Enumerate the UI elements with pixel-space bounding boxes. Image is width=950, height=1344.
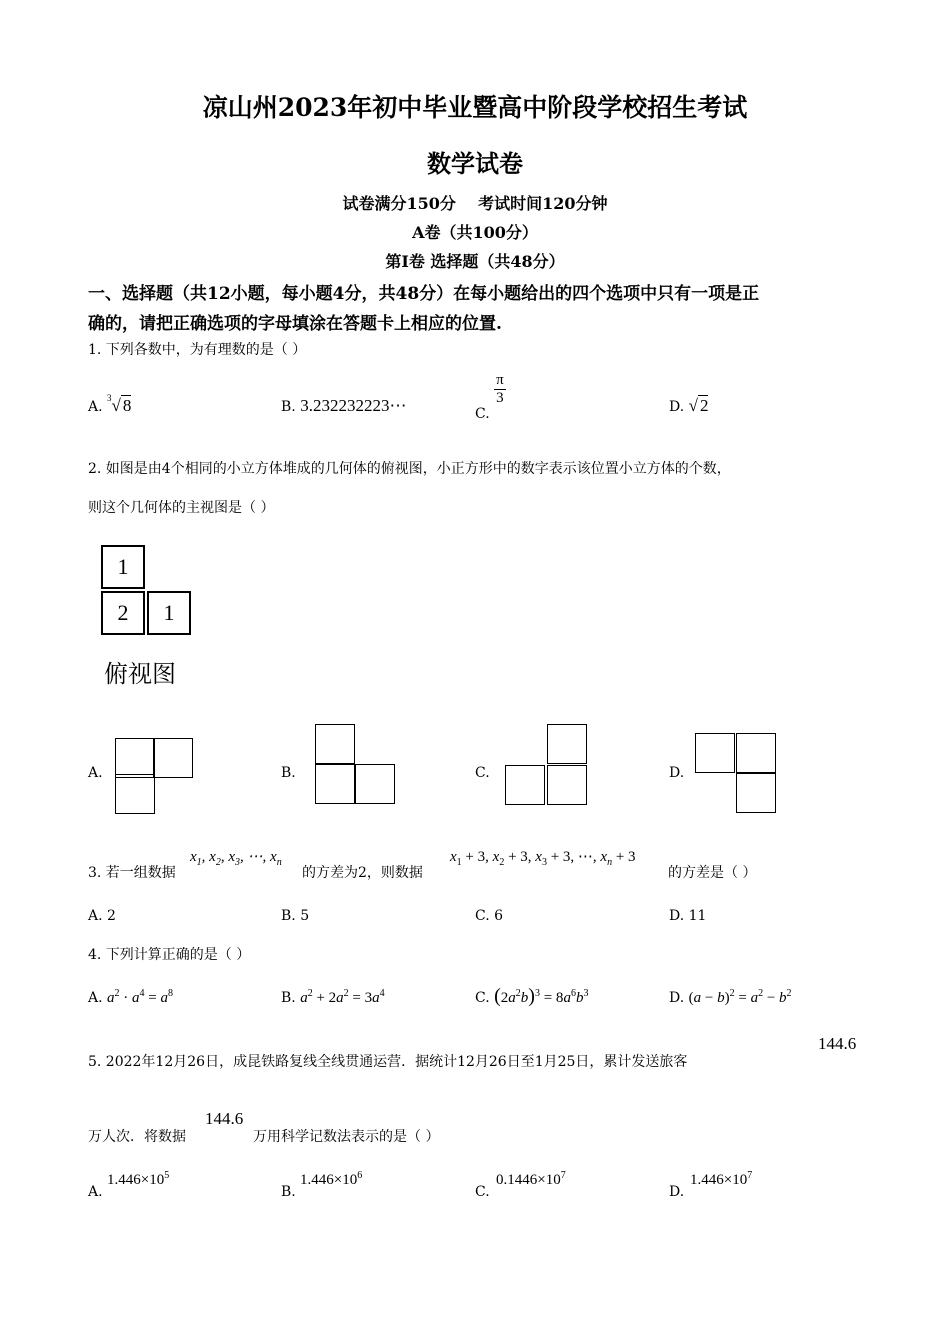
exponent: 6 (357, 1170, 363, 1181)
q4-stem: 4. 下列计算正确的是（ ） (88, 947, 251, 963)
option-label: D. (669, 990, 685, 1006)
option-label: B. (281, 399, 296, 415)
exam-info: 试卷满分150分 考试时间120分钟 (342, 194, 608, 213)
figure-caption: 俯视图 (104, 660, 176, 688)
view-square (315, 724, 355, 764)
q1-stem: 1. 下列各数中，为有理数的是（ ） (88, 342, 307, 358)
repeating-decimal: 3.232232223⋯ (300, 396, 407, 415)
mantissa: 1.446 (300, 1172, 334, 1188)
mantissa: 1.446 (107, 1172, 141, 1188)
q3-prefix: 3. 若一组数据 (88, 865, 176, 881)
grid-cell-top-left: 1 (101, 545, 145, 589)
q5-line2-suffix: 万用科学记数法表示的是（ ） (253, 1129, 440, 1145)
q2-option-a-label: A. (88, 765, 103, 781)
q3-option-b: B. 5 (281, 908, 310, 924)
q4-option-a: A. $a^2 \cdot a^4 = a^8$ (88, 988, 173, 1006)
fraction-numerator: π (496, 372, 504, 388)
q5-inline-value: 144.6 (205, 1109, 244, 1128)
section-heading-line1: 一、选择题（共12小题，每小题4分，共48分）在每小题给出的四个选项中只有一项是正 (88, 284, 760, 304)
radicand: 2 (699, 396, 709, 415)
times-ten: ×10 (537, 1172, 561, 1188)
q4-option-c: C. $(2a^2b)^3 = 8a^6b^3$ (475, 985, 589, 1007)
q1-option-c (475, 372, 506, 422)
q5-option-b-value (300, 1170, 362, 1189)
option-label: A. (88, 399, 103, 415)
q2-option-d-label: D. (669, 765, 685, 781)
option-label: B. (281, 990, 296, 1006)
exponent: 7 (747, 1170, 753, 1181)
q3-option-a: A. 2 (88, 908, 116, 924)
q3-shifted-data-set: $x_1 + 3$, $x_2 + 3$, $x_3 + 3$, ⋯, $x_n + 3$ (450, 849, 636, 868)
mantissa: 1.446 (690, 1172, 724, 1188)
q5-option-a-value (107, 1170, 169, 1189)
q3-option-d: D. 11 (669, 908, 707, 924)
view-square (736, 773, 776, 813)
view-square (736, 733, 776, 773)
times-ten: ×10 (333, 1172, 358, 1188)
q5-line1: 5. 2022年12月26日，成昆铁路复线全线贯通运营．据统计12月26日至1月25日，累计发送旅客 (88, 1054, 688, 1070)
q1-option-b (281, 396, 406, 416)
view-square (547, 724, 587, 764)
volume-label: A卷（共100分） (412, 223, 538, 242)
fraction-denominator: 3 (494, 389, 506, 407)
view-square (695, 733, 735, 773)
q2-stem-line2: 则这个几何体的主视图是（ ） (88, 500, 275, 516)
q5-line2-prefix: 万人次．将数据 (88, 1129, 186, 1145)
root-index: 3 (107, 393, 112, 404)
q5-option-c-label: C. (475, 1184, 490, 1200)
option-label: A. (88, 990, 103, 1006)
q3-suffix: 的方差是（ ） (668, 865, 757, 881)
exam-subject: 数学试卷 (427, 149, 523, 178)
view-square (153, 738, 193, 778)
q5-option-c-value (496, 1170, 566, 1189)
option-label: D. (669, 399, 685, 415)
q5-option-a-label: A. (88, 1184, 103, 1200)
q3-middle: 的方差为2，则数据 (302, 865, 423, 881)
q3-data-set: $x_1$, $x_2$, $x_3$, ⋯, $x_n$ (190, 849, 282, 868)
exam-title: 凉山州2023年初中毕业暨高中阶段学校招生考试 (202, 93, 748, 122)
option-label: C. (475, 990, 490, 1006)
q2-stem-line1: 2. 如图是由4个相同的小立方体堆成的几何体的俯视图，小正方形中的数字表示该位置小立方体的个数， (88, 461, 731, 477)
view-square (115, 738, 155, 778)
q5-value: 144.6 (818, 1034, 857, 1053)
q4-option-b: B. $a^2 + 2a^2 = 3a^4$ (281, 988, 385, 1006)
radicand: 8 (122, 396, 132, 415)
exponent: 5 (164, 1170, 170, 1181)
exponent: 7 (560, 1170, 566, 1181)
q5-option-b-label: B. (281, 1184, 296, 1200)
view-square (505, 765, 545, 805)
q2-option-c-label: C. (475, 765, 490, 781)
grid-cell-bottom-left: 2 (101, 591, 145, 635)
view-square (115, 774, 155, 814)
option-label: C. (475, 405, 490, 422)
q5-option-d-value (690, 1170, 752, 1189)
view-square (355, 764, 395, 804)
grid-cell-bottom-right: 1 (147, 591, 191, 635)
q4-option-d: D. $(a - b)^2 = a^2 - b^2$ (669, 988, 792, 1006)
mantissa: 0.1446 (496, 1172, 538, 1188)
section-heading-line2: 确的，请把正确选项的字母填涂在答题卡上相应的位置. (88, 314, 502, 334)
q2-option-b-label: B. (281, 765, 296, 781)
q1-option-a: A. $^3$√ 8 (88, 393, 132, 415)
part-label: 第Ⅰ卷 选择题（共48分） (385, 252, 565, 271)
times-ten: ×10 (723, 1172, 748, 1188)
view-square (315, 764, 355, 804)
view-square (547, 765, 587, 805)
q1-option-d: D. √ 2 (669, 396, 709, 415)
q3-option-c: C. 6 (475, 908, 504, 924)
q5-option-d-label: D. (669, 1184, 685, 1200)
times-ten: ×10 (140, 1172, 165, 1188)
